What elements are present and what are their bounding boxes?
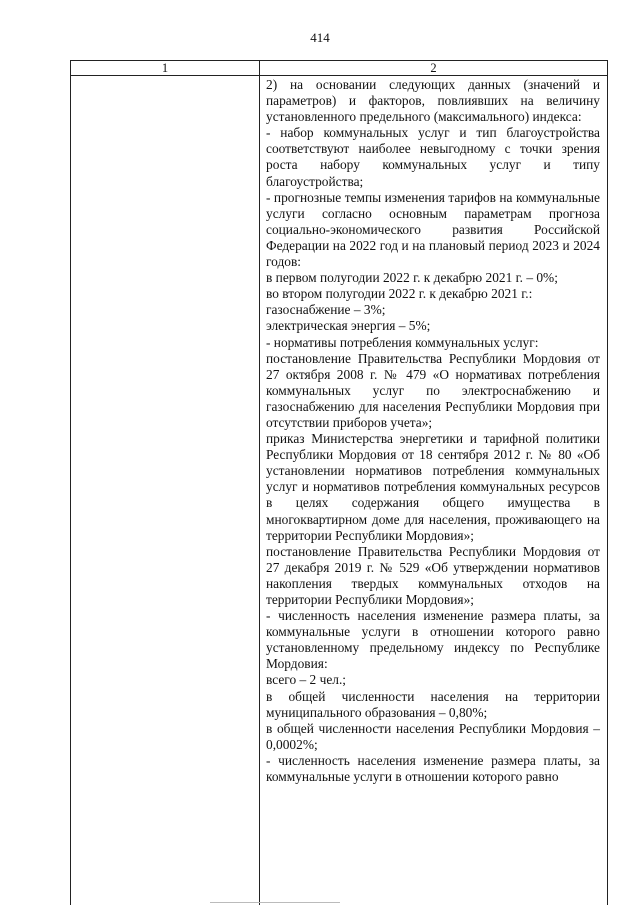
paragraph-tariff-forecast: - прогнозные темпы изменения тарифов на коммунальные услуги согласно основным параметрам прогноза социально-экономического развития Российской Федерации на 2022 год и на плановый период 2023 и 2024 годов: xyxy=(266,189,600,270)
paragraph-consumption-norms: - нормативы потребления коммунальных услуг: xyxy=(266,334,539,350)
paragraph-republic-share: в общей численности населения Республики Мордовия – 0,0002%; xyxy=(266,720,600,752)
paragraph-gas-supply: газоснабжение – 3%; xyxy=(266,302,386,318)
paragraph-total-people: всего – 2 чел.; xyxy=(266,672,347,688)
paragraph-resolution-529: постановление Правительства Республики Мордовия от 27 декабря 2019 г. № 529 «Об утверждении нормативов накопления твердых коммунальных отходов на территории Республики Мордовия»; xyxy=(266,543,600,607)
paragraph-population-index-2: - численность населения изменение размера платы, за коммунальные услуги в отношении которого равно xyxy=(266,752,600,785)
content-cell xyxy=(266,77,600,785)
paragraph-municipal-share: в общей численности населения на территории муниципального образования – 0,80%; xyxy=(266,688,600,720)
paragraph-electricity: электрическая энергия – 5%; xyxy=(266,318,431,334)
header-column-2: 2 xyxy=(430,61,437,75)
paragraph-second-half: во втором полугодии 2022 г. к декабрю 2021 г.: xyxy=(266,286,533,302)
document-table xyxy=(70,60,608,905)
paragraph-basis-intro: 2) на основании следующих данных (значений и параметров) и факторов, повлиявших на величину установленного предельного (максимального) индекса: xyxy=(266,77,600,125)
table-header-row xyxy=(71,61,607,76)
paragraph-resolution-479: постановление Правительства Республики Мордовия от 27 октября 2008 г. № 479 «О нормативах потребления коммунальных услуг по электроснабжению и газоснабжению для населения Республики Мордовия при отсутствии приборов учета»; xyxy=(266,350,600,430)
column-divider xyxy=(259,61,260,905)
paragraph-first-half: в первом полугодии 2022 г. к декабрю 2021 г. – 0%; xyxy=(266,270,558,286)
paragraph-population-index: - численность населения изменение размера платы, за коммунальные услуги в отношении которого равно установленному предельному индексу по Республике Мордовия: xyxy=(266,608,600,672)
paragraph-order-80: приказ Министерства энергетики и тарифной политики Республики Мордовия от 18 сентября 2012 г. № 80 «Об установлении нормативов потребления коммунальных услуг и нормативов потребления коммунальных ресурсов в целях содержания общего имущества в многоквартирном доме для населения, проживающего на территории Республики Мордовия»; xyxy=(266,431,600,543)
scan-edge-mark xyxy=(210,902,340,903)
paragraph-services-set: - набор коммунальных услуг и тип благоустройства соответствуют наиболее невыгодному с точки зрения роста набору коммунальных услуг и типу благоустройства; xyxy=(266,125,600,189)
page-number: 414 xyxy=(310,30,330,45)
header-column-1: 1 xyxy=(161,61,169,75)
